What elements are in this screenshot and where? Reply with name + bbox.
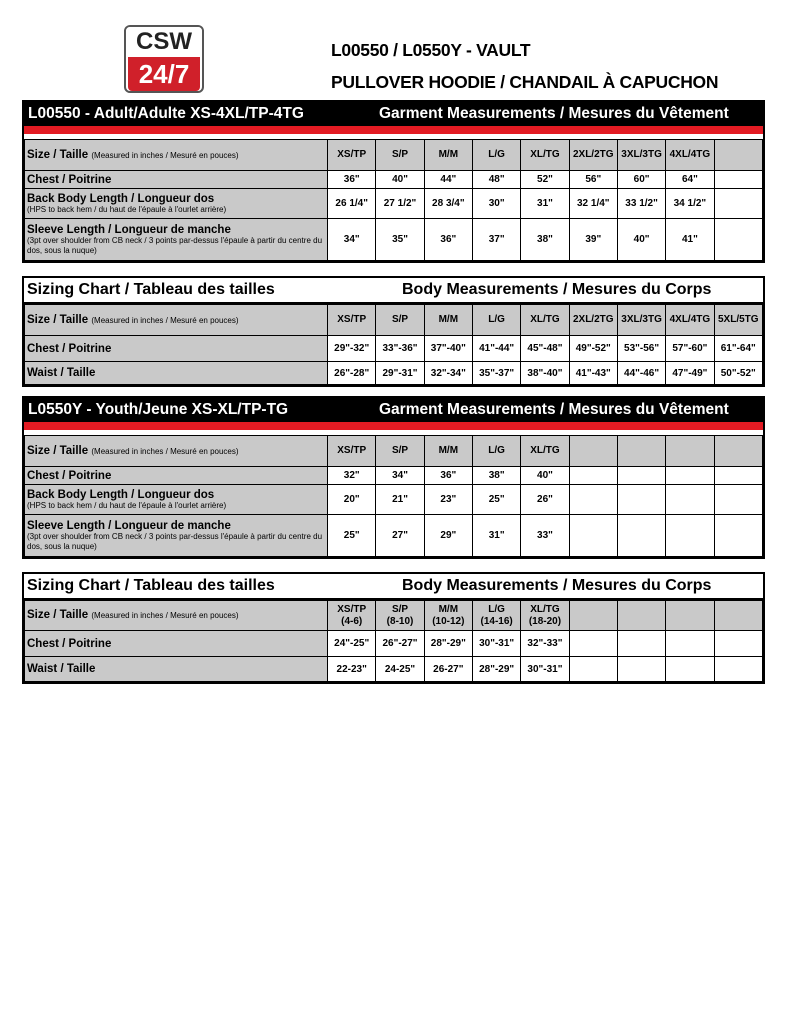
youth-garment-section xyxy=(22,396,765,559)
row-label xyxy=(25,189,328,219)
measurement-value: 26" xyxy=(521,485,569,515)
measurement-value: 24-25" xyxy=(376,657,424,682)
measurement-value xyxy=(714,189,762,219)
measurement-value: 44" xyxy=(424,171,472,189)
measurement-value xyxy=(617,515,665,557)
size-column-header xyxy=(521,305,569,336)
measurement-value: 22-23" xyxy=(328,657,376,682)
size-column-header xyxy=(328,305,376,336)
size-age-range: (8-10) xyxy=(386,615,414,627)
measurement-value xyxy=(617,485,665,515)
row-label xyxy=(25,336,328,362)
measurement-name: Chest / Poitrine xyxy=(27,637,112,650)
youth-garment-header xyxy=(24,398,763,422)
measurement-value: 33" xyxy=(521,515,569,557)
measurement-value xyxy=(714,485,762,515)
measurement-value: 30" xyxy=(472,189,520,219)
measurement-value: 26-27" xyxy=(424,657,472,682)
logo-top-text: CSW xyxy=(126,27,202,57)
size-name: XL/TG xyxy=(530,314,560,325)
size-age-range: (14-16) xyxy=(480,615,513,627)
measurement-value xyxy=(569,485,617,515)
size-column-header xyxy=(328,436,376,467)
size-name: 3XL/3TG xyxy=(621,314,662,325)
measurement-value: 32" xyxy=(328,467,376,485)
measurement-value: 33"-36" xyxy=(376,336,424,362)
measurement-value xyxy=(569,515,617,557)
size-name: XS/TP xyxy=(337,603,367,615)
measurement-value xyxy=(714,515,762,557)
measurement-value xyxy=(617,467,665,485)
measurement-name: Chest / Poitrine xyxy=(27,469,112,482)
size-name: XL/TG xyxy=(530,445,560,456)
adult-body-left-title: Sizing Chart / Tableau des tailles xyxy=(27,281,275,298)
table-row xyxy=(25,171,763,189)
measurement-value: 37" xyxy=(472,219,520,261)
size-name: M/M xyxy=(438,445,459,456)
measurement-value: 32"-34" xyxy=(424,362,472,385)
measurement-note: (HPS to back hem / du haut de l'épaule à l'ourlet arrière) xyxy=(27,500,227,510)
size-name: M/M xyxy=(438,603,459,615)
measurement-value: 37"-40" xyxy=(424,336,472,362)
measurement-value xyxy=(569,467,617,485)
table-row xyxy=(25,467,763,485)
measurement-value: 56" xyxy=(569,171,617,189)
size-label: Size / Taille xyxy=(27,313,89,326)
table-row xyxy=(25,336,763,362)
size-name: 2XL/2TG xyxy=(572,149,614,160)
table-row xyxy=(25,189,763,219)
row-label xyxy=(25,219,328,261)
size-label: Size / Taille xyxy=(27,444,89,457)
size-column-header xyxy=(472,305,520,336)
size-column-header xyxy=(617,140,665,171)
size-column-header xyxy=(666,436,714,467)
size-column-header xyxy=(569,305,617,336)
measurement-value: 31" xyxy=(472,515,520,557)
measurement-value xyxy=(666,631,714,657)
size-header-row xyxy=(25,601,763,631)
measurement-value xyxy=(617,631,665,657)
size-column-header xyxy=(424,305,472,336)
measurement-name: Chest / Poitrine xyxy=(27,173,112,186)
measurement-value: 64" xyxy=(666,171,714,189)
size-column-header xyxy=(521,601,569,631)
size-column-header xyxy=(424,436,472,467)
measurement-value: 32 1/4" xyxy=(569,189,617,219)
measurement-value: 41"-43" xyxy=(569,362,617,385)
measurement-value: 38" xyxy=(521,219,569,261)
size-column-header xyxy=(569,140,617,171)
measurement-note: (3pt over shoulder from CB neck / 3 points par-dessus l'épaule à partir du centre du dos, sous la nuque) xyxy=(27,235,323,255)
row-label xyxy=(25,467,328,485)
measurement-value: 36" xyxy=(328,171,376,189)
size-column-header xyxy=(376,436,424,467)
youth-body-header xyxy=(24,574,763,600)
measurement-value: 36" xyxy=(424,467,472,485)
size-column-header xyxy=(376,140,424,171)
size-note: (Measured in inches / Mesuré en pouces) xyxy=(91,150,239,160)
size-age-range: (4-6) xyxy=(341,615,363,627)
measurement-value: 25" xyxy=(328,515,376,557)
measurement-value: 44"-46" xyxy=(617,362,665,385)
size-column-header xyxy=(617,601,665,631)
measurement-value xyxy=(569,657,617,682)
size-column-header xyxy=(328,601,376,631)
measurement-value: 40" xyxy=(617,219,665,261)
measurement-value: 35"-37" xyxy=(472,362,520,385)
size-name: M/M xyxy=(438,149,459,160)
measurement-value: 28"-29" xyxy=(424,631,472,657)
size-header-row xyxy=(25,305,763,336)
measurement-value xyxy=(666,467,714,485)
size-age-range: (10-12) xyxy=(432,615,465,627)
measurement-value: 34" xyxy=(376,467,424,485)
size-header-label xyxy=(25,305,328,336)
measurement-value xyxy=(617,657,665,682)
size-name: L/G xyxy=(488,149,505,160)
size-name: M/M xyxy=(438,314,459,325)
measurement-name: Sleeve Length / Longueur de manche xyxy=(27,223,231,236)
size-column-header xyxy=(376,601,424,631)
size-name: S/P xyxy=(391,149,409,160)
size-column-header xyxy=(424,140,472,171)
row-label xyxy=(25,485,328,515)
measurement-value: 50"-52" xyxy=(714,362,762,385)
size-column-header xyxy=(714,305,762,336)
size-note: (Measured in inches / Mesuré en pouces) xyxy=(91,315,239,325)
measurement-value: 20" xyxy=(328,485,376,515)
measurement-value: 29"-32" xyxy=(328,336,376,362)
size-column-header xyxy=(376,305,424,336)
size-name: 3XL/3TG xyxy=(621,149,662,160)
product-code-title: L00550 / L0550Y - VAULT xyxy=(331,40,531,60)
measurement-value: 27 1/2" xyxy=(376,189,424,219)
size-column-header xyxy=(714,140,762,171)
size-age-range: (18-20) xyxy=(528,615,562,627)
youth-garment-left-title: L0550Y - Youth/Jeune XS-XL/TP-TG xyxy=(28,401,289,418)
size-column-header xyxy=(472,140,520,171)
youth-body-table xyxy=(24,600,763,682)
measurement-value: 32"-33" xyxy=(521,631,569,657)
size-name: XS/TP xyxy=(337,445,367,456)
youth-garment-right-title: Garment Measurements / Mesures du Vêtement xyxy=(379,401,729,418)
measurement-value: 57"-60" xyxy=(666,336,714,362)
size-column-header xyxy=(666,601,714,631)
size-name: S/P xyxy=(391,314,409,325)
size-column-header xyxy=(714,601,762,631)
row-label xyxy=(25,657,328,682)
size-header-label xyxy=(25,601,328,631)
product-name-title: PULLOVER HOODIE / CHANDAIL À CAPUCHON xyxy=(331,72,719,92)
size-header-row xyxy=(25,140,763,171)
size-name: S/P xyxy=(391,445,409,456)
measurement-value xyxy=(714,467,762,485)
red-divider xyxy=(24,422,763,435)
measurement-name: Back Body Length / Longueur dos xyxy=(27,192,215,205)
measurement-value: 33 1/2" xyxy=(617,189,665,219)
table-row xyxy=(25,485,763,515)
size-name: L/G xyxy=(488,445,505,456)
table-row xyxy=(25,631,763,657)
measurement-value: 41" xyxy=(666,219,714,261)
measurement-value: 40" xyxy=(376,171,424,189)
size-column-header xyxy=(472,436,520,467)
size-column-header xyxy=(617,436,665,467)
size-column-header xyxy=(521,140,569,171)
measurement-value: 36" xyxy=(424,219,472,261)
table-row xyxy=(25,362,763,385)
measurement-value xyxy=(569,631,617,657)
table-row xyxy=(25,515,763,557)
measurement-note: (3pt over shoulder from CB neck / 3 points par-dessus l'épaule à partir du centre du dos, sous la nuque) xyxy=(27,531,323,551)
measurement-value xyxy=(666,485,714,515)
size-header-label xyxy=(25,140,328,171)
measurement-value xyxy=(666,657,714,682)
measurement-value: 29" xyxy=(424,515,472,557)
size-column-header xyxy=(714,436,762,467)
measurement-value: 30"-31" xyxy=(521,657,569,682)
csw-logo xyxy=(124,25,204,93)
measurement-value: 47"-49" xyxy=(666,362,714,385)
size-header-row xyxy=(25,436,763,467)
size-name: XS/TP xyxy=(337,314,367,325)
measurement-name: Back Body Length / Longueur dos xyxy=(27,488,215,501)
measurement-value: 29"-31" xyxy=(376,362,424,385)
size-note: (Measured in inches / Mesuré en pouces) xyxy=(91,446,239,456)
size-header-label xyxy=(25,436,328,467)
measurement-value: 31" xyxy=(521,189,569,219)
size-name: 4XL/4TG xyxy=(669,314,711,325)
red-divider xyxy=(24,126,763,139)
measurement-value: 53"-56" xyxy=(617,336,665,362)
size-name: 5XL/5TG xyxy=(717,314,759,325)
measurement-value: 26"-27" xyxy=(376,631,424,657)
size-name: XL/TG xyxy=(530,603,560,615)
youth-body-right-title: Body Measurements / Mesures du Corps xyxy=(402,577,712,594)
measurement-value: 39" xyxy=(569,219,617,261)
measurement-value: 40" xyxy=(521,467,569,485)
size-name: L/G xyxy=(488,603,505,615)
measurement-value: 61"-64" xyxy=(714,336,762,362)
size-label: Size / Taille xyxy=(27,148,89,161)
youth-garment-table xyxy=(24,435,763,557)
measurement-value: 28"-29" xyxy=(472,657,520,682)
measurement-name: Waist / Taille xyxy=(27,367,96,379)
measurement-value: 25" xyxy=(472,485,520,515)
adult-body-table xyxy=(24,304,763,385)
adult-garment-section xyxy=(22,100,765,263)
size-column-header xyxy=(666,140,714,171)
measurement-value: 27" xyxy=(376,515,424,557)
adult-garment-right-title: Garment Measurements / Mesures du Vêtement xyxy=(379,105,729,122)
size-name: 4XL/4TG xyxy=(669,149,711,160)
size-note: (Measured in inches / Mesuré en pouces) xyxy=(91,611,239,620)
size-name: 2XL/2TG xyxy=(572,314,614,325)
measurement-value xyxy=(666,515,714,557)
size-label: Size / Taille xyxy=(27,609,89,621)
size-name: L/G xyxy=(488,314,505,325)
row-label xyxy=(25,171,328,189)
measurement-value: 48" xyxy=(472,171,520,189)
table-row xyxy=(25,219,763,261)
adult-body-header xyxy=(24,278,763,304)
row-label xyxy=(25,631,328,657)
size-column-header xyxy=(521,436,569,467)
measurement-value: 49"-52" xyxy=(569,336,617,362)
measurement-value: 45"-48" xyxy=(521,336,569,362)
measurement-value: 41"-44" xyxy=(472,336,520,362)
measurement-name: Chest / Poitrine xyxy=(27,342,112,355)
table-row xyxy=(25,657,763,682)
youth-body-left-title: Sizing Chart / Tableau des tailles xyxy=(27,577,275,594)
size-column-header xyxy=(424,601,472,631)
adult-garment-table xyxy=(24,139,763,261)
measurement-value: 34" xyxy=(328,219,376,261)
measurement-note: (HPS to back hem / du haut de l'épaule à l'ourlet arrière) xyxy=(27,204,227,214)
measurement-value: 23" xyxy=(424,485,472,515)
adult-body-right-title: Body Measurements / Mesures du Corps xyxy=(402,281,712,298)
youth-body-section xyxy=(22,572,765,684)
measurement-value: 26 1/4" xyxy=(328,189,376,219)
measurement-name: Sleeve Length / Longueur de manche xyxy=(27,519,231,532)
size-column-header xyxy=(569,436,617,467)
size-name: S/P xyxy=(391,603,409,615)
measurement-value: 21" xyxy=(376,485,424,515)
measurement-value xyxy=(714,657,762,682)
measurement-value: 24"-25" xyxy=(328,631,376,657)
measurement-value: 38"-40" xyxy=(521,362,569,385)
measurement-value xyxy=(714,631,762,657)
measurement-value xyxy=(714,219,762,261)
row-label xyxy=(25,362,328,385)
adult-garment-header xyxy=(24,102,763,126)
measurement-name: Waist / Taille xyxy=(27,663,96,675)
logo-bottom-text: 24/7 xyxy=(128,57,200,91)
measurement-value: 38" xyxy=(472,467,520,485)
measurement-value: 52" xyxy=(521,171,569,189)
size-name: XS/TP xyxy=(337,149,367,160)
measurement-value: 26"-28" xyxy=(328,362,376,385)
adult-body-section xyxy=(22,276,765,387)
size-name: XL/TG xyxy=(530,149,560,160)
measurement-value: 35" xyxy=(376,219,424,261)
row-label xyxy=(25,515,328,557)
size-column-header xyxy=(569,601,617,631)
measurement-value: 28 3/4" xyxy=(424,189,472,219)
measurement-value: 60" xyxy=(617,171,665,189)
size-column-header xyxy=(328,140,376,171)
adult-garment-left-title: L00550 - Adult/Adulte XS-4XL/TP-4TG xyxy=(28,105,304,122)
measurement-value: 30"-31" xyxy=(472,631,520,657)
size-column-header xyxy=(666,305,714,336)
measurement-value xyxy=(714,171,762,189)
size-column-header xyxy=(472,601,520,631)
measurement-value: 34 1/2" xyxy=(666,189,714,219)
size-column-header xyxy=(617,305,665,336)
